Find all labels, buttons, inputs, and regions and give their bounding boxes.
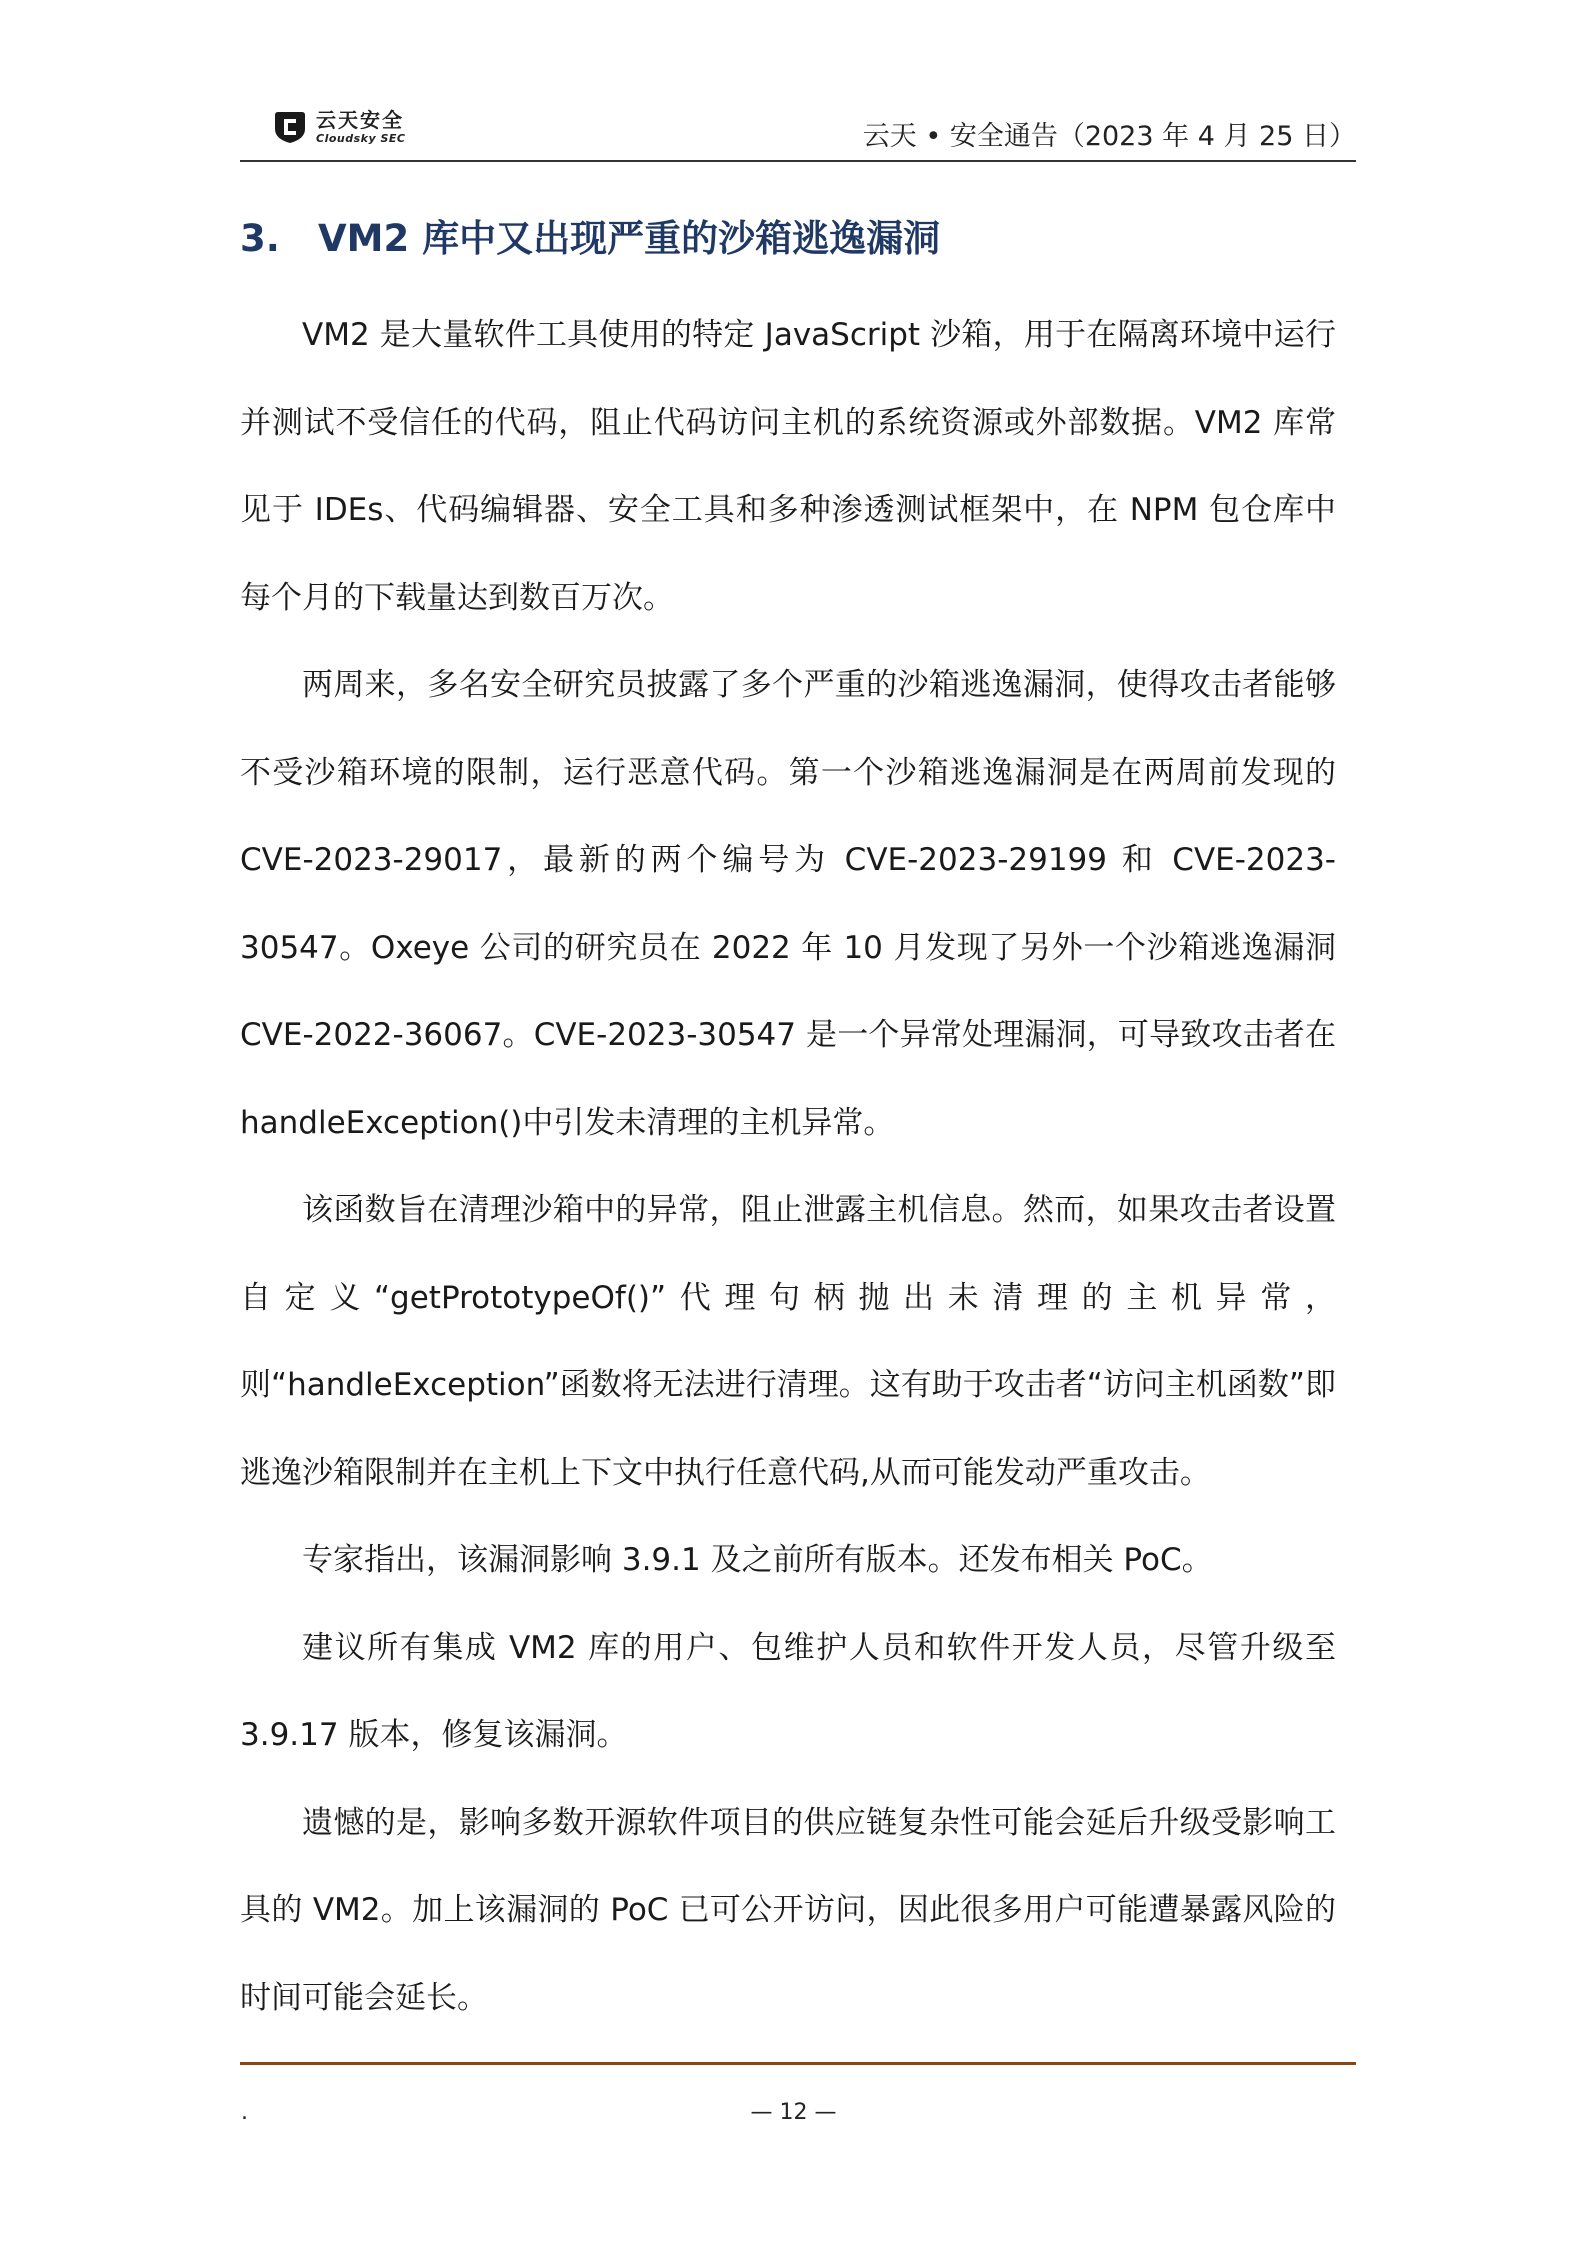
section-title-text: VM2 库中又出现严重的沙箱逃逸漏洞: [318, 217, 941, 260]
header-divider: [240, 160, 1356, 162]
footer-dot: .: [241, 2100, 248, 2125]
paragraph-1: VM2 是大量软件工具使用的特定 JavaScript 沙箱，用于在隔离环境中运行并测试不受信任的代码，阻止代码访问主机的系统资源或外部数据。VM2 库常见于 IDEs、代码编辑器、安全工具和多种渗透测试框架中，在 NPM 包仓库中每个月的下载量达到数百万次。: [240, 317, 1336, 616]
logo-english-text: Cloudsky SEC: [316, 132, 406, 145]
shield-logo-icon: [272, 109, 308, 145]
logo-chinese-text: 云天安全: [316, 108, 404, 132]
cloudsky-logo: [272, 102, 405, 152]
header-title: 云天 • 安全通告（2023 年 4 月 25 日）: [862, 121, 1356, 152]
section-number: 3.: [240, 217, 280, 260]
page-header: [240, 98, 1356, 160]
page-number: — 12 —: [750, 2100, 837, 2125]
article-body: [240, 292, 1336, 2042]
section-title: [240, 208, 940, 262]
paragraph-2: 两周来，多名安全研究员披露了多个严重的沙箱逃逸漏洞，使得攻击者能够不受沙箱环境的限制，运行恶意代码。第一个沙箱逃逸漏洞是在两周前发现的 CVE-2023-29017，最新的两个编号为 CVE-2023-29199 和 CVE-2023-30547。Oxeye 公司的研究员在 2022 年 10 月发现了另外一个沙箱逃逸漏洞 CVE-2022-36067。CVE-2023-30547 是一个异常处理漏洞，可导致攻击者在 handleException()中引发未清理的主机异常。: [240, 667, 1336, 1141]
footer-divider: [240, 2062, 1356, 2065]
paragraph-3: 该函数旨在清理沙箱中的异常，阻止泄露主机信息。然而，如果攻击者设置自定义“getPrototypeOf()”代理句柄抛出未清理的主机异常，则“handleException”函数将无法进行清理。这有助于攻击者“访问主机函数”即逃逸沙箱限制并在主机上下文中执行任意代码,从而可能发动严重攻击。: [240, 1192, 1336, 1491]
paragraph-6: 遗憾的是，影响多数开源软件项目的供应链复杂性可能会延后升级受影响工具的 VM2。加上该漏洞的 PoC 已可公开访问，因此很多用户可能遭暴露风险的时间可能会延长。: [240, 1804, 1336, 2016]
paragraph-4: 专家指出，该漏洞影响 3.9.1 及之前所有版本。还发布相关 PoC。: [302, 1542, 1213, 1578]
paragraph-5: 建议所有集成 VM2 库的用户、包维护人员和软件开发人员，尽管升级至 3.9.17 版本，修复该漏洞。: [240, 1629, 1336, 1753]
